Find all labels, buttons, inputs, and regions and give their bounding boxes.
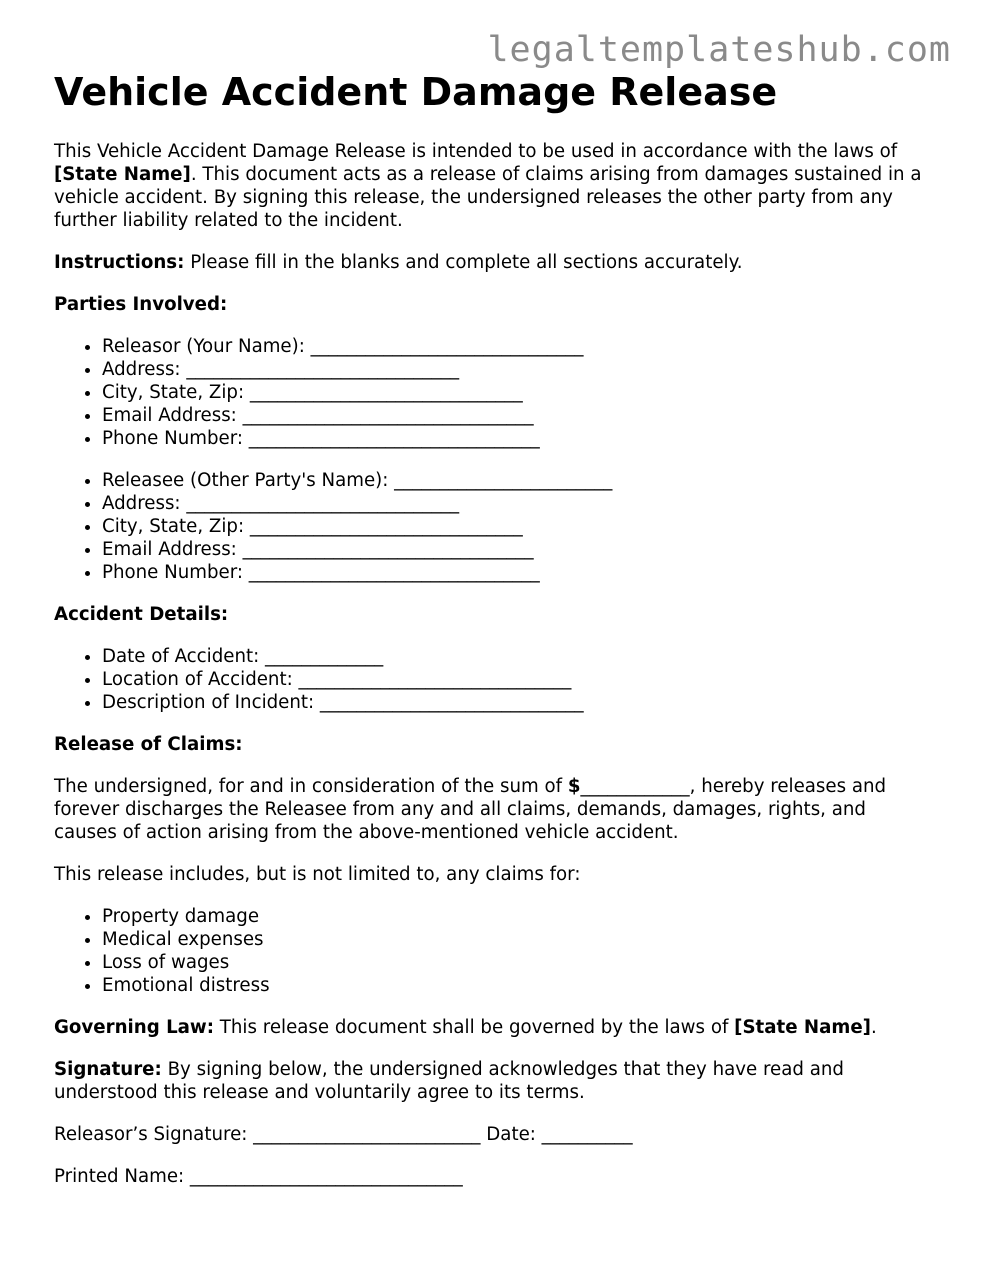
signature-date-line[interactable]: Releasor’s Signature: _________________________ Date: __________: [54, 1124, 633, 1145]
governing-law-text: This release document shall be governed by the laws of: [214, 1017, 735, 1038]
accident-heading-text: Accident Details:: [54, 604, 229, 625]
governing-law-label: Governing Law:: [54, 1017, 215, 1038]
governing-law-end: .: [870, 1017, 877, 1038]
releasee-email-field[interactable]: • Email Address: ________________________________: [102, 538, 934, 561]
intro-state-placeholder: [State Name]: [54, 164, 191, 185]
releasee-phone-field[interactable]: • Phone Number: ________________________________: [102, 561, 934, 584]
accident-date-field[interactable]: • Date of Accident: _____________: [102, 645, 934, 668]
claim-item: • Emotional distress: [102, 974, 934, 997]
releasee-name-field[interactable]: • Releasee (Other Party's Name): ________________________: [102, 469, 934, 492]
release-text-2: ____________, hereby releases and forever discharges the Releasee from any and all claims, demands, damages, rights, and causes of action arising from the above-mentioned vehicle accident.: [54, 776, 887, 843]
claims-list: [54, 905, 934, 997]
parties-heading-text: Parties Involved:: [54, 294, 228, 315]
release-text-1: The undersigned, for and in consideration of the sum of: [54, 776, 568, 797]
claim-item: • Medical expenses: [102, 928, 934, 951]
releasor-city-field[interactable]: • City, State, Zip: ______________________________: [102, 381, 934, 404]
release-paragraph: [54, 775, 934, 844]
releasor-name-field[interactable]: • Releasor (Your Name): ______________________________: [102, 335, 934, 358]
release-heading: [54, 733, 934, 756]
intro-paragraph: [54, 140, 934, 232]
document-title: Vehicle Accident Damage Release: [54, 70, 778, 114]
instructions-text: Please fill in the blanks and complete all sections accurately.: [184, 252, 743, 273]
claim-item: • Property damage: [102, 905, 934, 928]
releasee-list: [54, 469, 934, 584]
releasor-phone-field[interactable]: • Phone Number: ________________________________: [102, 427, 934, 450]
releasor-list: [54, 335, 934, 450]
printed-name-line[interactable]: Printed Name: ______________________________: [54, 1166, 463, 1187]
signature-paragraph: [54, 1058, 934, 1104]
watermark: legaltemplateshub.com: [487, 30, 951, 70]
signature-text: By signing below, the undersigned acknowledges that they have read and understood this release and voluntarily agree to its terms.: [54, 1059, 844, 1103]
intro-text-1: This Vehicle Accident Damage Release is intended to be used in accordance with the laws of: [54, 141, 898, 162]
accident-list: [54, 645, 934, 714]
signature-label: Signature:: [54, 1059, 162, 1080]
governing-state-placeholder: [State Name]: [734, 1017, 871, 1038]
release-heading-text: Release of Claims:: [54, 734, 243, 755]
release-includes-paragraph: This release includes, but is not limited to, any claims for:: [54, 864, 581, 885]
releasee-city-field[interactable]: • City, State, Zip: ______________________________: [102, 515, 934, 538]
parties-heading: [54, 293, 934, 316]
governing-law-paragraph: [54, 1016, 934, 1039]
accident-location-field[interactable]: • Location of Accident: ______________________________: [102, 668, 934, 691]
release-amount-symbol: $: [567, 776, 581, 797]
document-body: [54, 140, 934, 1207]
accident-heading: [54, 603, 934, 626]
releasor-email-field[interactable]: • Email Address: ________________________________: [102, 404, 934, 427]
instructions-paragraph: [54, 251, 934, 274]
releasor-address-field[interactable]: • Address: ______________________________: [102, 358, 934, 381]
intro-text-2: . This document acts as a release of claims arising from damages sustained in a vehicle accident. By signing this release, the undersigned releases the other party from any further liability related to the incident.: [54, 164, 922, 231]
releasee-address-field[interactable]: • Address: ______________________________: [102, 492, 934, 515]
accident-description-field[interactable]: • Description of Incident: _____________________________: [102, 691, 934, 714]
claim-item: • Loss of wages: [102, 951, 934, 974]
instructions-label: Instructions:: [54, 252, 185, 273]
